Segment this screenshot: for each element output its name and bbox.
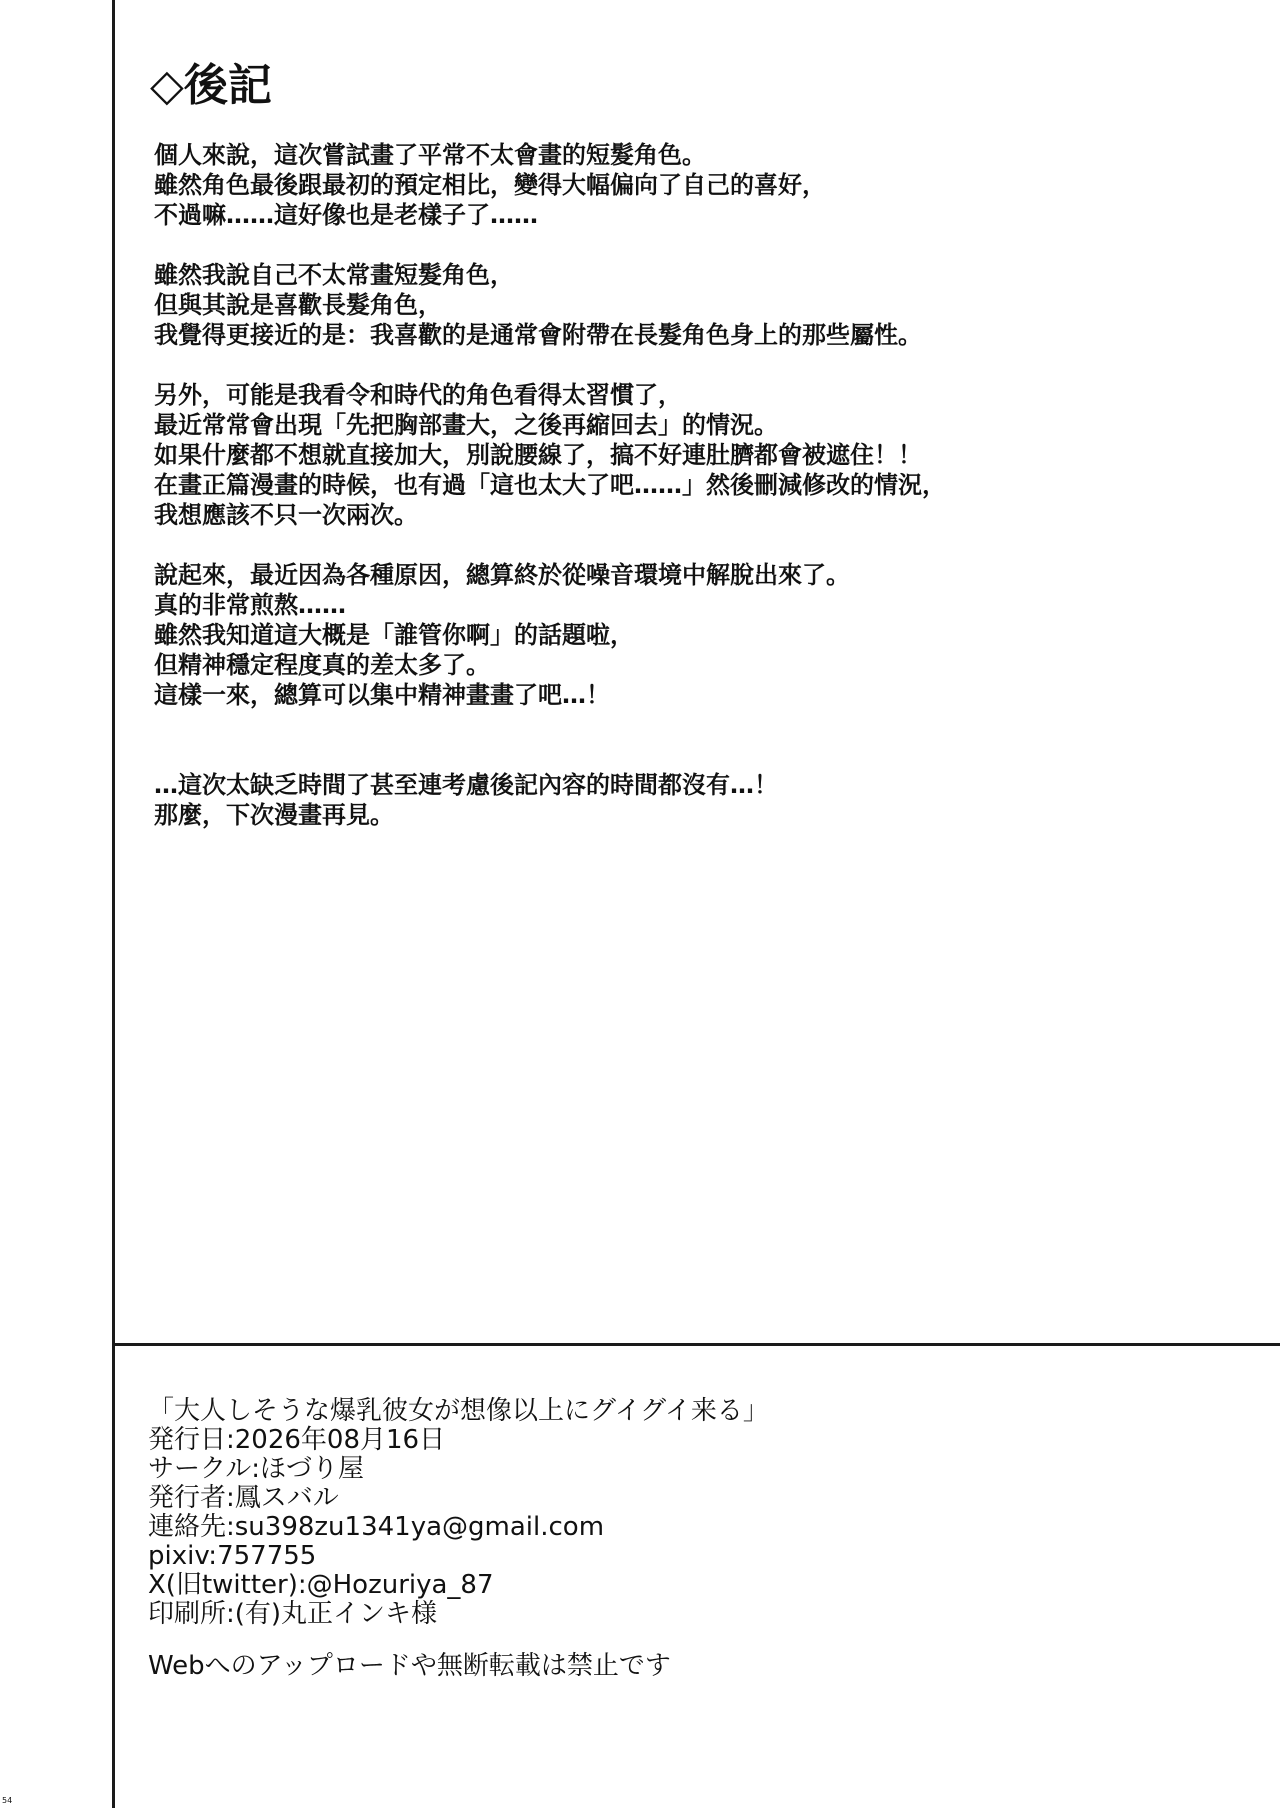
publisher-name: 発行者:鳳スバル	[148, 1483, 339, 1513]
circle-name: サークル:ほづり屋	[148, 1454, 364, 1484]
text-line: 雖然角色最後跟最初的預定相比，變得大幅偏向了自己的喜好，	[154, 171, 826, 199]
paragraph-5	[154, 770, 1264, 830]
text-line: 另外，可能是我看令和時代的角色看得太習慣了，	[154, 381, 682, 409]
paragraph-3	[154, 380, 1264, 530]
text-line: 不過嘛……這好像也是老樣子了……	[154, 201, 538, 229]
text-line: 最近常常會出現「先把胸部畫大，之後再縮回去」的情況。	[154, 411, 778, 439]
colophon	[148, 1397, 769, 1681]
text-line: 說起來，最近因為各種原因，總算終於從噪音環境中解脫出來了。	[154, 561, 850, 589]
colophon-divider	[112, 1343, 1280, 1346]
text-line: 個人來說，這次嘗試畫了平常不太會畫的短髮角色。	[154, 141, 706, 169]
text-line: 但與其說是喜歡長髮角色，	[154, 291, 442, 319]
text-line: …這次太缺乏時間了甚至連考慮後記內容的時間都沒有…！	[154, 771, 778, 799]
pixiv-id: pixiv:757755	[148, 1541, 317, 1571]
upload-prohibition-notice: Webへのアップロードや無断転載は禁止です	[148, 1651, 671, 1681]
text-line: 但精神穩定程度真的差太多了。	[154, 651, 490, 679]
contact-email: 連絡先:su398zu1341ya@gmail.com	[148, 1512, 605, 1542]
page-number: 54	[2, 1796, 13, 1805]
text-line: 那麼，下次漫畫再見。	[154, 801, 394, 829]
book-title: 「大人しそうな爆乳彼女が想像以上にグイグイ来る」	[148, 1396, 769, 1426]
paragraph-2	[154, 260, 1264, 350]
printer-name: 印刷所:(有)丸正インキ様	[148, 1599, 438, 1629]
paragraph-1	[154, 140, 1264, 230]
text-line: 在畫正篇漫畫的時候，也有過「這也太大了吧……」然後刪減修改的情況，	[154, 471, 946, 499]
text-line: 雖然我說自己不太常畫短髮角色，	[154, 261, 514, 289]
text-line: 真的非常煎熬……	[154, 591, 346, 619]
twitter-handle: X(旧twitter):@Hozuriya_87	[148, 1570, 494, 1600]
text-line: 如果什麼都不想就直接加大，別說腰線了，搞不好連肚臍都會被遮住！！	[154, 441, 922, 469]
publish-date: 発行日:2026年08月16日	[148, 1425, 446, 1455]
paragraph-4	[154, 560, 1264, 710]
afterword-heading: ◇後記	[150, 60, 272, 111]
text-line: 這樣一來，總算可以集中精神畫畫了吧…！	[154, 681, 610, 709]
afterword-body	[154, 140, 1264, 860]
text-line: 我覺得更接近的是：我喜歡的是通常會附帶在長髮角色身上的那些屬性。	[154, 321, 922, 349]
text-line: 雖然我知道這大概是「誰管你啊」的話題啦，	[154, 621, 634, 649]
left-margin-rule	[112, 0, 115, 1808]
text-line: 我想應該不只一次兩次。	[154, 501, 418, 529]
